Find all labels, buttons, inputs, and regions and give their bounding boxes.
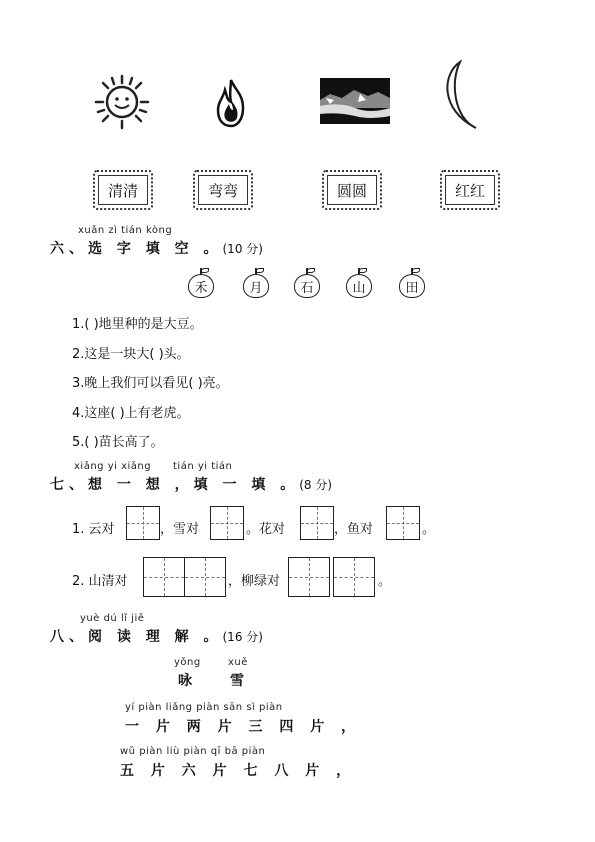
choice-char: 田 xyxy=(405,280,419,296)
pair-label-3: 。花对 xyxy=(246,522,286,537)
landscape-picture xyxy=(320,78,390,124)
poem-title-pinyin-1: yǒng xyxy=(174,657,201,668)
question-line-5: 5.( )苗长高了。 xyxy=(72,435,164,450)
choice-char: 月 xyxy=(249,280,263,296)
poem-title-char-2: 雪 xyxy=(230,673,250,689)
sun-picture xyxy=(94,74,150,130)
poem-title-char-1: 咏 xyxy=(178,673,198,689)
choice-char: 山 xyxy=(352,280,366,296)
choice-apple-4 xyxy=(346,274,372,298)
poem-line1-pinyin: yí piàn liǎng piàn sān sì piàn xyxy=(125,702,283,713)
answer-grid-willow-1[interactable] xyxy=(288,557,330,597)
answer-grid-mountain-1[interactable] xyxy=(143,557,185,597)
section7-pinyin-b: tián yi tián xyxy=(173,461,233,472)
question-line-1: 1.( )地里种的是大豆。 xyxy=(72,317,203,332)
word-box-3 xyxy=(322,170,382,210)
choice-char: 石 xyxy=(300,280,314,296)
section6-title xyxy=(50,238,263,258)
poem-line2-pinyin: wǔ piàn liù piàn qī bā piàn xyxy=(120,746,266,757)
poem-line-2: 五 片 六 片 七 八 片 ， xyxy=(120,763,357,779)
answer-grid-snow[interactable] xyxy=(210,506,244,540)
choice-char: 禾 xyxy=(194,280,208,296)
section7-score: (8 分) xyxy=(299,478,333,492)
answer-grid-willow-2[interactable] xyxy=(333,557,375,597)
section7-title xyxy=(50,474,332,494)
section6-pinyin: xuǎn zì tián kòng xyxy=(78,225,173,236)
pair-label-5: 2. 山清对 xyxy=(72,574,128,589)
section8-pinyin: yuè dú lǐ jiě xyxy=(80,613,145,624)
choice-apple-2 xyxy=(243,274,269,298)
word-box-2 xyxy=(193,170,253,210)
pair-label-6: ，柳绿对 xyxy=(228,574,281,589)
word-box-text: 清清 xyxy=(107,181,138,200)
answer-grid-cloud[interactable] xyxy=(126,506,160,540)
pair-label-2: ，雪对 xyxy=(160,522,200,537)
word-box-text: 红红 xyxy=(454,181,485,200)
pair-end-1: 。 xyxy=(422,522,436,537)
section8-score: (16 分) xyxy=(222,630,263,644)
question-line-4: 4.这座( )上有老虎。 xyxy=(72,406,190,421)
poem-title-pinyin-2: xuě xyxy=(228,657,248,668)
choice-apple-5 xyxy=(399,274,425,298)
section6-title-text: 六、选 字 填 空 。 xyxy=(50,241,223,257)
choice-apple-3 xyxy=(294,274,320,298)
word-box-4 xyxy=(440,170,500,210)
answer-grid-fish[interactable] xyxy=(386,506,420,540)
answer-grid-mountain-2[interactable] xyxy=(184,557,226,597)
section7-title-text: 七、想 一 想 ，填 一 填 。 xyxy=(50,477,300,493)
answer-grid-flower[interactable] xyxy=(300,506,334,540)
section8-title xyxy=(50,626,263,646)
crescent-moon-picture xyxy=(436,60,482,130)
section6-score: (10 分) xyxy=(222,242,263,256)
word-box-text: 弯弯 xyxy=(207,181,238,200)
section8-title-text: 八、阅 读 理 解 。 xyxy=(50,629,223,645)
pair-end-2: 。 xyxy=(378,574,392,589)
fire-picture xyxy=(213,78,249,128)
pair-label-1: 1. 云对 xyxy=(72,522,115,537)
poem-line-1: 一 片 两 片 三 四 片 ， xyxy=(125,719,362,735)
pair-label-4: ，鱼对 xyxy=(334,522,374,537)
word-box-1 xyxy=(93,170,153,210)
choice-apple-1 xyxy=(188,274,214,298)
question-line-2: 2.这是一块大( )头。 xyxy=(72,347,190,362)
question-line-3: 3.晚上我们可以看见( )亮。 xyxy=(72,376,229,391)
word-box-text: 圆圆 xyxy=(336,181,367,200)
section7-pinyin-a: xiǎng yi xiǎng xyxy=(74,461,152,472)
